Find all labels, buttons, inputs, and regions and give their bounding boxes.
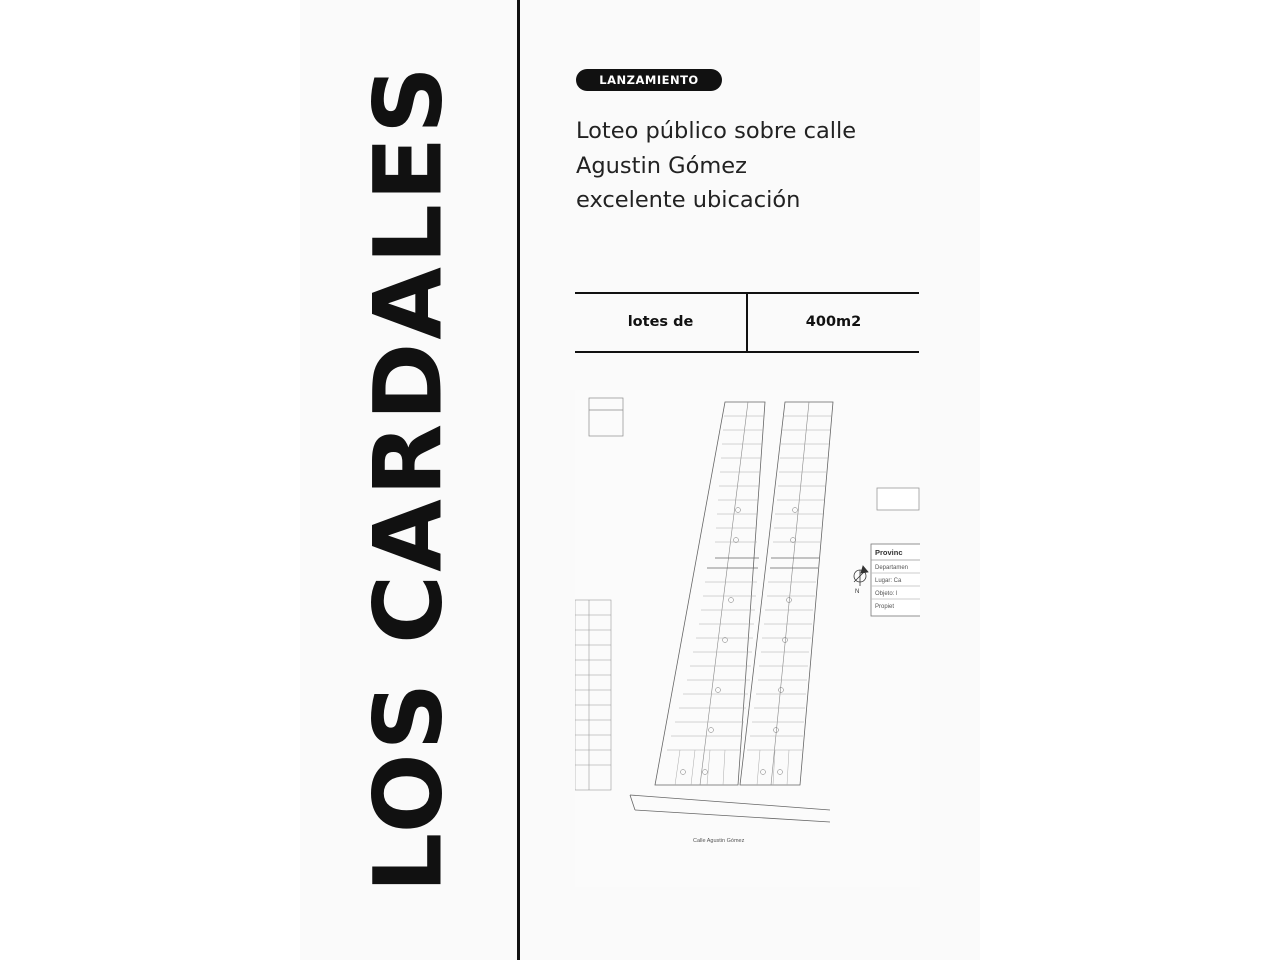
info-box-row: Departamen — [875, 565, 909, 571]
flyer — [300, 0, 980, 960]
description — [576, 114, 956, 218]
description-line: Agustin Gómez — [576, 152, 747, 179]
info-box-row: Lugar: Ca — [875, 578, 902, 584]
launch-badge: LANZAMIENTO — [576, 69, 722, 91]
subdivision-plan — [575, 390, 920, 887]
north-arrow-icon — [854, 566, 868, 586]
info-box-row: Objeto: l — [875, 591, 898, 597]
description-line: Loteo público sobre calle — [576, 118, 857, 144]
parcel-block-right — [740, 402, 833, 785]
vertical-divider — [517, 0, 520, 960]
vertical-title: LOS CARDALES — [354, 63, 464, 893]
plan-drawing — [575, 390, 920, 887]
lot-size-value: 400m2 — [805, 314, 862, 330]
street-label: Calle Agustin Gómez — [693, 838, 745, 844]
info-box-row: Propiet — [875, 604, 895, 610]
plan-stamp — [589, 398, 623, 436]
lot-size-table — [575, 292, 919, 353]
plan-table-left — [575, 600, 611, 790]
description-line: excelente ubicación — [576, 187, 801, 213]
info-box-heading: Provinc — [875, 548, 903, 557]
street-lines — [630, 795, 830, 822]
title-panel — [300, 0, 518, 960]
lot-size-label: lotes de — [627, 314, 694, 330]
north-label: N — [855, 589, 860, 595]
